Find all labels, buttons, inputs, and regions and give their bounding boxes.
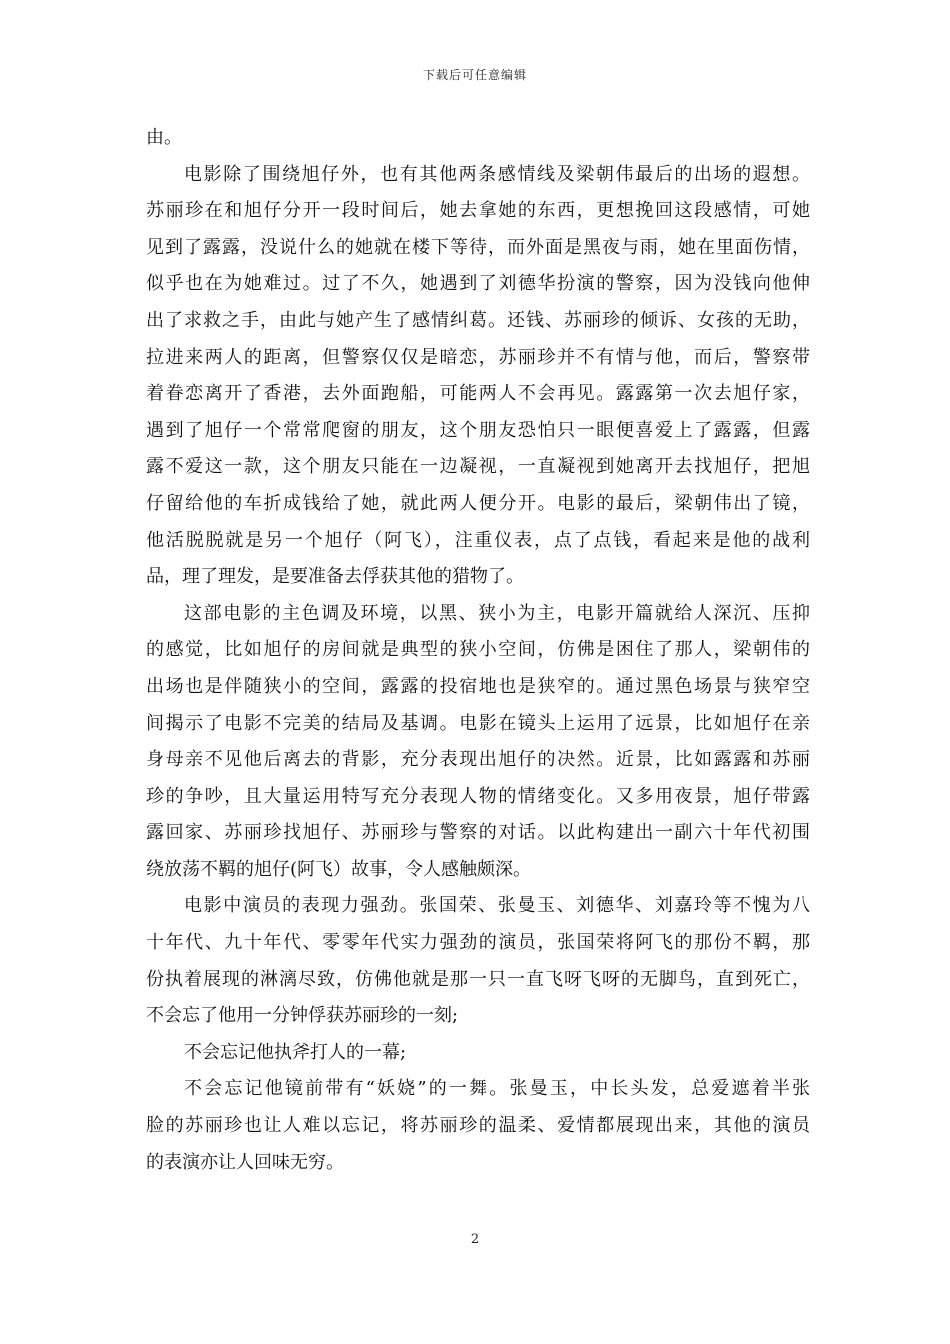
text-line: 他活脱脱就是另一个旭仔（阿飞），注重仪表，点了点钱，看起来是他的战利 bbox=[146, 529, 810, 551]
text-line: 着眷恋离开了香港，去外面跑船，可能两人不会再见。露露第一次去旭仔家， bbox=[146, 383, 810, 405]
text-line: 露不爱这一款，这个朋友只能在一边凝视，一直凝视到她离开去找旭仔，把旭 bbox=[146, 456, 810, 478]
text-line: 十年代、九十年代、零零年代实力强劲的演员，张国荣将阿飞的那份不羁，那 bbox=[146, 932, 810, 954]
text-line: 的感觉，比如旭仔的房间就是典型的狭小空间，仿佛是困住了那人，梁朝伟的 bbox=[146, 639, 810, 661]
text-line: 遇到了旭仔一个常常爬窗的朋友，这个朋友恐怕只一眼便喜爱上了露露，但露 bbox=[146, 419, 810, 441]
text-line: 间揭示了电影不完美的结局及基调。电影在镜头上运用了远景，比如旭仔在亲 bbox=[146, 712, 810, 734]
text-line: 珍的争吵，且大量运用特写充分表现人物的情绪变化。又多用夜景，旭仔带露 bbox=[146, 785, 810, 807]
text-line: 电影中演员的表现力强劲。张国荣、张曼玉、刘德华、刘嘉玲等不愧为八 bbox=[184, 895, 810, 917]
text-line: 身母亲不见他后离去的背影，充分表现出旭仔的决然。近景，比如露露和苏丽 bbox=[146, 749, 810, 771]
text-line: 的表演亦让人回味无穷。 bbox=[146, 1151, 344, 1173]
text-line: 露回家、苏丽珍找旭仔、苏丽珍与警察的对话。以此构建出一副六十年代初围 bbox=[146, 822, 810, 844]
text-line: 绕放荡不羁的旭仔(阿飞）故事，令人感触颇深。 bbox=[146, 858, 532, 880]
text-line: 不会忘记他执斧打人的一幕; bbox=[184, 1041, 407, 1063]
text-line: 出了求救之手，由此与她产生了感情纠葛。还钱、苏丽珍的倾诉、女孩的无助， bbox=[146, 309, 810, 331]
text-line: 出场也是伴随狭小的空间，露露的投宿地也是狭窄的。通过黑色场景与狭窄空 bbox=[146, 675, 810, 697]
text-line: 拉进来两人的距离，但警察仅仅是暗恋，苏丽珍并不有情与他，而后，警察带 bbox=[146, 346, 810, 368]
text-line: 苏丽珍在和旭仔分开一段时间后，她去拿她的东西，更想挽回这段感情，可她 bbox=[146, 200, 810, 222]
text-line: 由。 bbox=[146, 127, 182, 148]
text-line: 见到了露露，没说什么的她就在楼下等待，而外面是黑夜与雨，她在里面伤情， bbox=[146, 236, 810, 258]
text-line: 份执着展现的淋漓尽致，仿佛他就是那一只一直飞呀飞呀的无脚鸟，直到死亡， bbox=[146, 968, 810, 990]
page-number: 2 bbox=[470, 1232, 480, 1247]
text-line: 品，理了理发，是要准备去俘获其他的猎物了。 bbox=[146, 566, 524, 588]
document-body bbox=[146, 120, 810, 1181]
text-line: 仔留给他的车折成钱给了她，就此两人便分开。电影的最后，梁朝伟出了镜， bbox=[146, 492, 810, 514]
text-line: 不会忘记他镜前带有“妖娆”的一舞。张曼玉，中长头发，总爱遮着半张 bbox=[184, 1078, 810, 1100]
text-line: 不会忘了他用一分钟俘获苏丽珍的一刻; bbox=[146, 1005, 459, 1027]
text-line: 似乎也在为她难过。过了不久，她遇到了刘德华扮演的警察，因为没钱向他伸 bbox=[146, 273, 810, 295]
text-line: 脸的苏丽珍也让人难以忘记，将苏丽珍的温柔、爱情都展现出来，其他的演员 bbox=[146, 1115, 810, 1137]
text-line: 电影除了围绕旭仔外，也有其他两条感情线及梁朝伟最后的出场的遐想。 bbox=[184, 163, 810, 185]
page-header: 下载后可任意编辑 bbox=[422, 68, 527, 82]
text-line: 这部电影的主色调及环境，以黑、狭小为主，电影开篇就给人深沉、压抑 bbox=[184, 602, 810, 624]
